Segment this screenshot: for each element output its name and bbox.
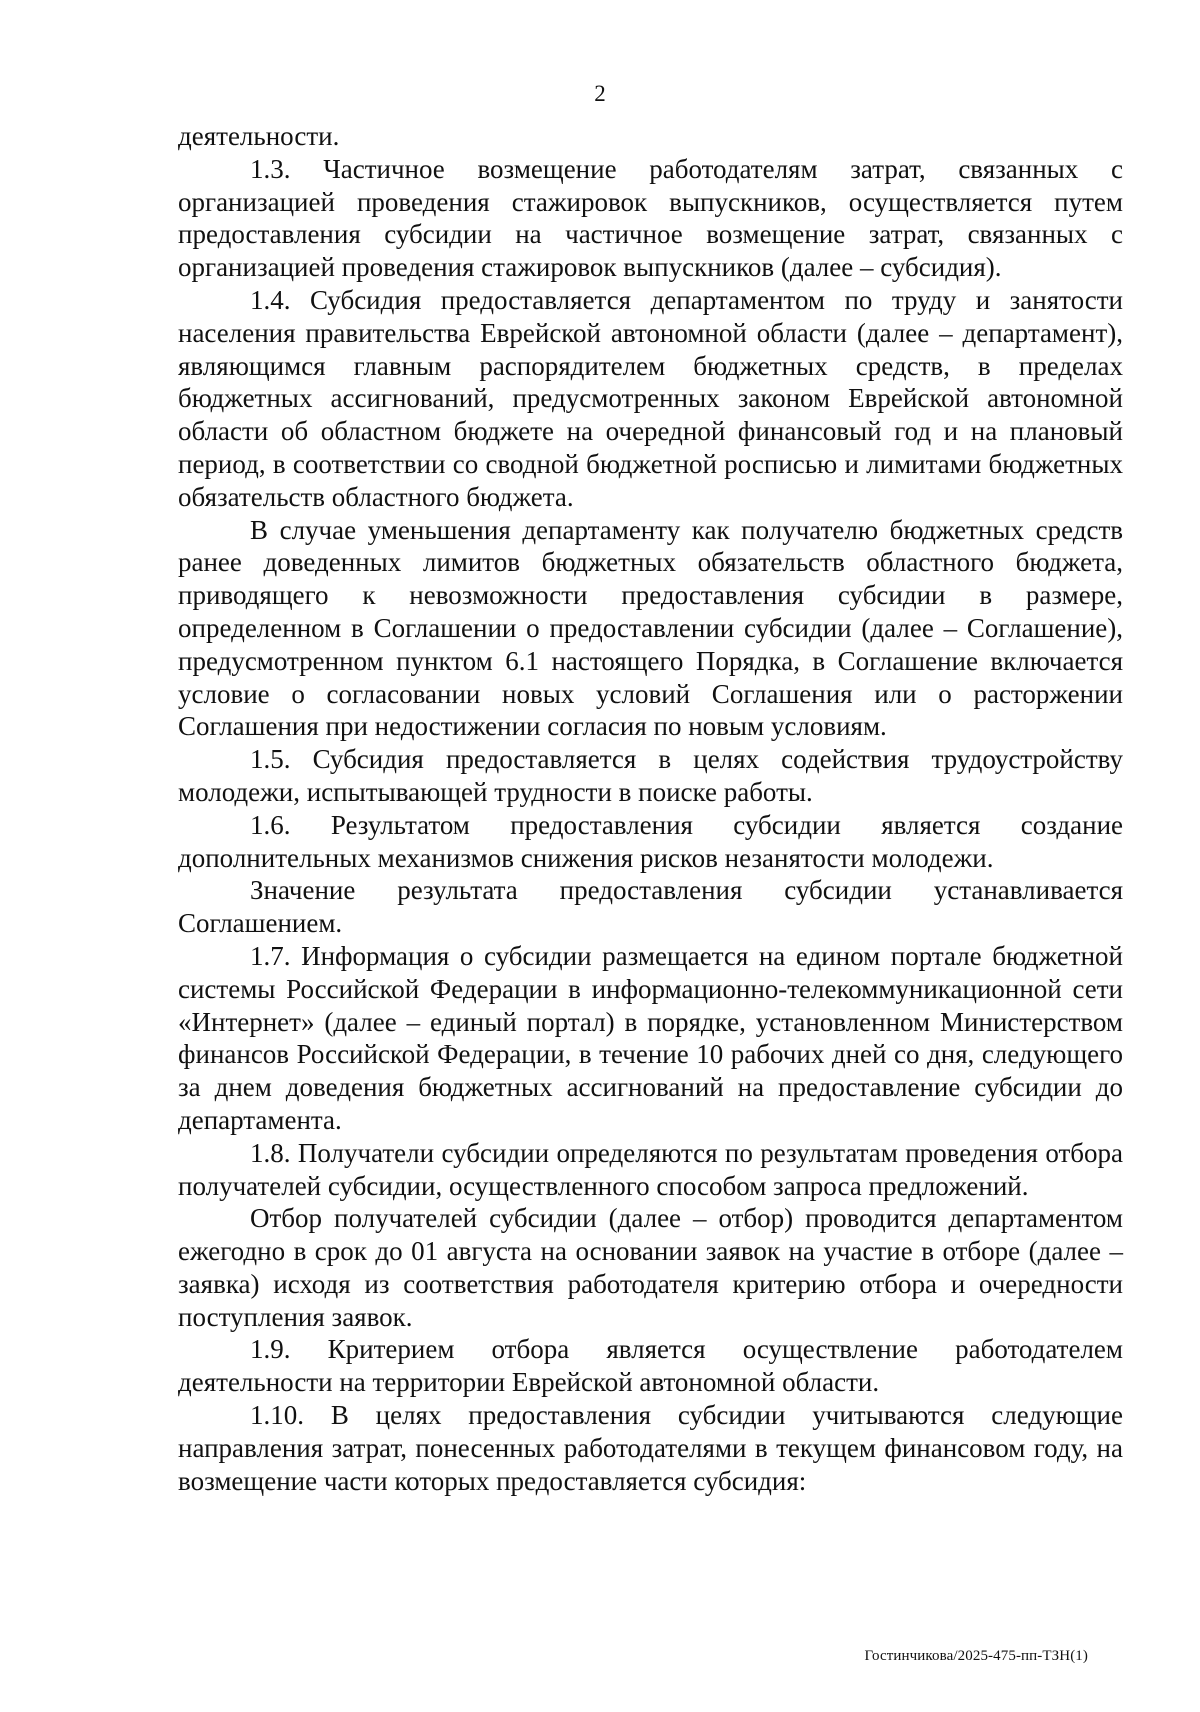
paragraph-1-6-value: Значение результата предоставления субсидии устанавливается Соглашением.: [178, 875, 1123, 939]
document-body: [178, 120, 1123, 1497]
paragraph-continuation: деятельности.: [178, 121, 340, 151]
paragraph-1-4-reduction: В случае уменьшения департаменту как получателю бюджетных средств ранее доведенных лимитов бюджетных обязательств областного бюджета, приводящего к невозможности предоставления субсидии в размере, определенном в Соглашении о предоставлении субсидии (далее – Соглашение), предусмотренном пунктом 6.1 настоящего Порядка, в Соглашение включается условие о согласовании новых условий Соглашения или о расторжении Соглашения при недостижении согласия по новым условиям.: [178, 514, 1123, 742]
paragraph-1-3: 1.3. Частичное возмещение работодателям затрат, связанных с организацией проведения стажировок выпускников, осуществляется путем предоставления субсидии на частичное возмещение затрат, связанных с организацией проведения стажировок выпускников (далее – субсидия).: [178, 153, 1123, 283]
paragraph-1-5: 1.5. Субсидия предоставляется в целях содействия трудоустройству молодежи, испытывающей трудности в поиске работы.: [178, 744, 1123, 807]
paragraph-1-6: 1.6. Результатом предоставления субсидии является создание дополнительных механизмов снижения рисков незанятости молодежи.: [178, 809, 1123, 873]
paragraph-1-9: 1.9. Критерием отбора является осуществление работодателем деятельности на территории Еврейской автономной области.: [178, 1334, 1123, 1398]
paragraph-1-4: 1.4. Субсидия предоставляется департаментом по труду и занятости населения правительства Еврейской автономной области (далее – департамент), являющимся главным распорядителем бюджетных средств, в пределах бюджетных ассигнований, предусмотренных законом Еврейской автономной области об областном бюджете на очередной финансовый год и на плановый период, в соответствии со сводной бюджетной росписью и лимитами бюджетных обязательств областного бюджета.: [178, 284, 1123, 512]
paragraph-1-7: 1.7. Информация о субсидии размещается на едином портале бюджетной системы Российской Федерации в информационно-телекоммуникационной сети «Интернет» (далее – единый портал) в порядке, установленном Министерством финансов Российской Федерации, в течение 10 рабочих дней со дня, следующего за днем доведения бюджетных ассигнований на предоставление субсидии до департамента.: [178, 940, 1123, 1135]
document-footer-reference: Гостинчикова/2025-475-пп-ТЗН(1): [864, 1648, 1088, 1664]
paragraph-1-8-selection: Отбор получателей субсидии (далее – отбор) проводится департаментом ежегодно в срок до 01 августа на основании заявок на участие в отборе (далее – заявка) исходя из соответствия работодателя критерию отбора и очередности поступления заявок.: [178, 1203, 1123, 1332]
page-number: 2: [594, 81, 606, 106]
paragraph-1-8: 1.8. Получатели субсидии определяются по результатам проведения отбора получателей субсидии, осуществленного способом запроса предложений.: [178, 1137, 1123, 1201]
paragraph-1-10: 1.10. В целях предоставления субсидии учитываются следующие направления затрат, понесенных работодателями в текущем финансовом году, на возмещение части которых предоставляется субсидия:: [178, 1400, 1123, 1496]
